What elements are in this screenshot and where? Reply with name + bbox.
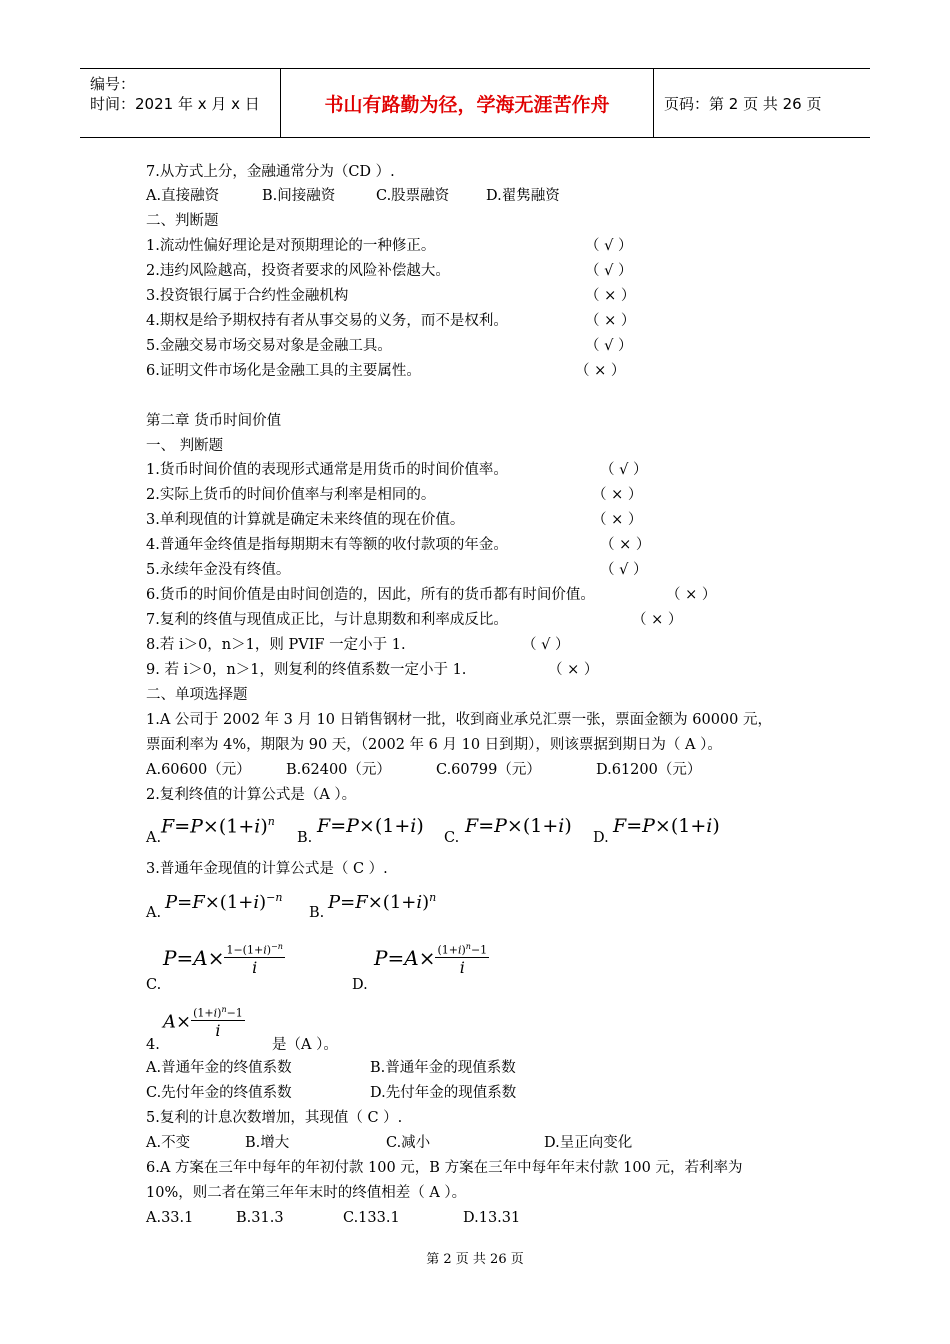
option: A.不变 — [146, 1135, 191, 1151]
judge-item: 2.实际上货币的时间价值率与利率是相同的。 — [146, 487, 436, 503]
option-label: B. — [297, 830, 313, 846]
option: B.普通年金的现值系数 — [370, 1060, 516, 1076]
question-6-line1: 6.A 方案在三年中每年的年初付款 100 元，B 方案在三年中每年年末付款 100 元，若利率为 — [146, 1160, 743, 1176]
option: A.33.1 — [146, 1210, 194, 1226]
section-heading: 一、 判断题 — [146, 438, 224, 454]
judge-item: 3.单利现值的计算就是确定未来终值的现在价值。 — [146, 512, 465, 528]
option: B.增大 — [245, 1135, 290, 1151]
judge-answer: （ √ ） — [600, 462, 648, 478]
section-heading: 二、单项选择题 — [146, 687, 248, 703]
judge-answer: （ × ） — [600, 537, 651, 553]
option: D.呈正向变化 — [544, 1135, 633, 1151]
judge-answer: （ √ ） — [600, 562, 648, 578]
judge-answer: （ × ） — [575, 363, 626, 379]
formula-q4: A× $\frac{(1+i)^n-1}{i}$ — [163, 1005, 243, 1040]
judge-item: 1.货币时间价值的表现形式通常是用货币的时间价值率。 — [146, 462, 508, 478]
formula-a: $P=F\times(1+i)^{-n}$ — [165, 891, 283, 913]
option: A.普通年金的终值系数 — [146, 1060, 292, 1076]
judge-item: 5.金融交易市场交易对象是金融工具。 — [146, 338, 392, 354]
option-label: A. — [146, 830, 162, 846]
judge-answer: （ √ ） — [585, 238, 633, 254]
judge-item: 9. 若 i＞0，n＞1，则复利的终值系数一定小于 1. — [146, 662, 467, 678]
option: B.62400（元） — [286, 762, 391, 778]
judge-item: 4.期权是给予期权持有者从事交易的义务，而不是权利。 — [146, 313, 508, 329]
time-label: 时间：2021 年 x 月 x 日 — [90, 95, 260, 113]
option-label: C. — [444, 830, 460, 846]
page-footer: 第 2 页 共 26 页 — [426, 1252, 524, 1267]
option-label: A. — [146, 905, 162, 921]
judge-item: 6.货币的时间价值是由时间创造的，因此，所有的货币都有时间价值。 — [146, 587, 595, 603]
option: D.13.31 — [463, 1210, 521, 1226]
question-2: 2.复利终值的计算公式是（A ）。 — [146, 787, 357, 803]
question-1-line1: 1.A 公司于 2002 年 3 月 10 日销售钢材一批，收到商业承兑汇票一张，票面金额为 60000 元， — [146, 712, 772, 728]
question-4-label: 4. — [146, 1037, 160, 1053]
header-motto: 书山有路勤为径，学海无涯苦作舟 — [281, 69, 654, 137]
question-1-line2: 票面利率为 4%，期限为 90 天，（2002 年 6 月 10 日到期），则该票据到期日为（ A ）。 — [146, 737, 722, 753]
formula-b: F=P×(1+i) — [317, 815, 424, 837]
formula-c: P=A× $\frac{1-(1+i)^{-n}}{i}$ — [163, 942, 283, 977]
option-label: D. — [352, 977, 368, 993]
judge-answer: （ × ） — [666, 587, 717, 603]
formula-b: $P=F\times(1+i)^n$ — [328, 891, 437, 913]
judge-item: 7.复利的终值与现值成正比，与计息期数和利率成反比。 — [146, 612, 508, 628]
judge-item: 4.普通年金终值是指每期期末有等额的收付款项的年金。 — [146, 537, 508, 553]
option: B.间接融资 — [262, 188, 336, 204]
question-5: 5.复利的计息次数增加，其现值（ C ）. — [146, 1110, 403, 1126]
option: A.直接融资 — [146, 188, 220, 204]
question-6-line2: 10%，则二者在第三年年末时的终值相差（ A ）。 — [146, 1185, 467, 1201]
formula-c: F=P×(1+i) — [465, 815, 572, 837]
judge-answer: （ √ ） — [522, 637, 570, 653]
chapter-title: 第二章 货币时间价值 — [146, 413, 282, 429]
formula-d: F=P×(1+i) — [613, 815, 720, 837]
judge-item: 6.证明文件市场化是金融工具的主要属性。 — [146, 363, 421, 379]
option: C.133.1 — [343, 1210, 400, 1226]
header-meta-cell — [80, 69, 281, 137]
page-header — [80, 68, 870, 138]
judge-answer: （ √ ） — [585, 263, 633, 279]
judge-item: 2.违约风险越高，投资者要求的风险补偿越大。 — [146, 263, 450, 279]
judge-item: 1.流动性偏好理论是对预期理论的一种修正。 — [146, 238, 436, 254]
judge-item: 5.永续年金没有终值。 — [146, 562, 291, 578]
option: C.60799（元） — [436, 762, 541, 778]
option: B.31.3 — [236, 1210, 284, 1226]
option: D.61200（元） — [596, 762, 702, 778]
option-label: D. — [593, 830, 609, 846]
question-3: 3.普通年金现值的计算公式是（ C ）. — [146, 861, 388, 877]
option: A.60600（元） — [146, 762, 251, 778]
judge-item: 8.若 i＞0，n＞1，则 PVIF 一定小于 1. — [146, 637, 406, 653]
option: C.先付年金的终值系数 — [146, 1085, 292, 1101]
option: C.股票融资 — [376, 188, 450, 204]
judge-answer: （ √ ） — [585, 338, 633, 354]
option: D.翟隽融资 — [486, 188, 560, 204]
judge-answer: （ × ） — [592, 512, 643, 528]
question-4-tail: 是（A ）。 — [272, 1037, 338, 1053]
formula-d: P=A× $\frac{(1+i)^n-1}{i}$ — [374, 942, 488, 977]
judge-answer: （ × ） — [585, 288, 636, 304]
judge-answer: （ × ） — [585, 313, 636, 329]
option-label: B. — [309, 905, 325, 921]
judge-answer: （ × ） — [592, 487, 643, 503]
option: C.减小 — [386, 1135, 431, 1151]
judge-answer: （ × ） — [632, 612, 683, 628]
option: D.先付年金的现值系数 — [370, 1085, 517, 1101]
question-7: 7.从方式上分，金融通常分为（CD ）. — [146, 164, 395, 180]
header-page-label: 页码：第 2 页 共 26 页 — [664, 94, 822, 113]
option-label: C. — [146, 977, 162, 993]
judge-item: 3.投资银行属于合约性金融机构 — [146, 288, 349, 304]
number-label: 编号： — [90, 75, 136, 93]
judge-answer: （ × ） — [548, 662, 599, 678]
section-heading: 二、判断题 — [146, 213, 219, 229]
formula-a: $F=P\times(1+i)^n$ — [161, 815, 275, 838]
